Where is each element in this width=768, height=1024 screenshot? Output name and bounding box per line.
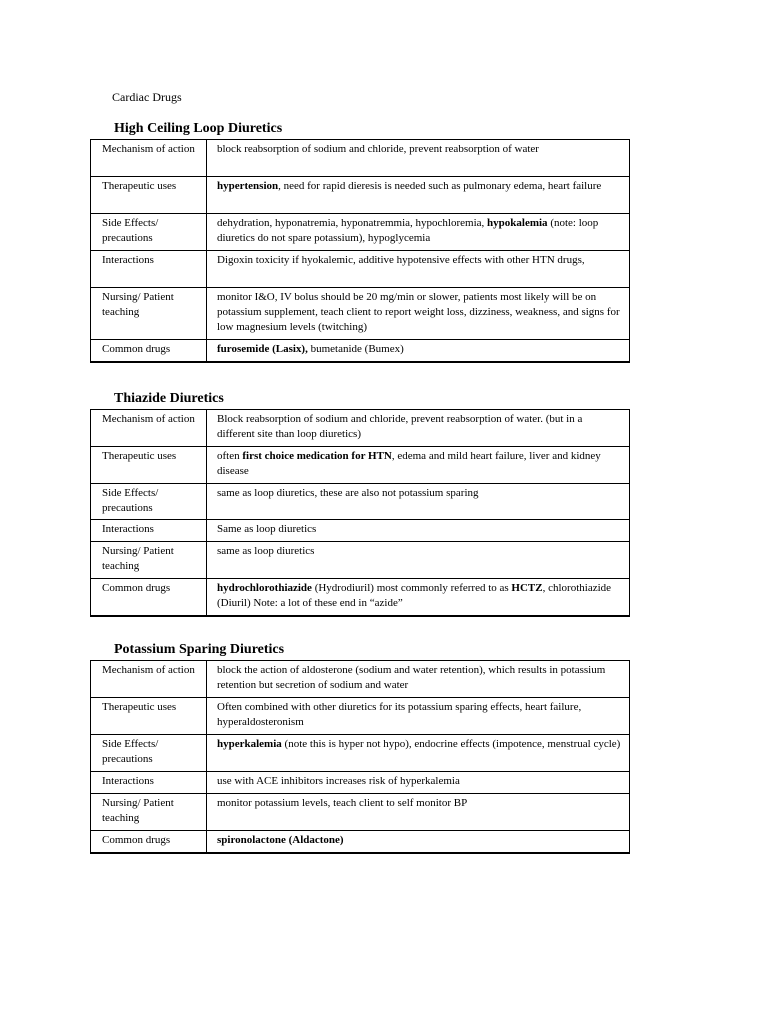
text-segment: Often combined with other diuretics for its potassium sparing effects, heart failure, hyperaldosteronism (217, 701, 582, 728)
section-thiazide-diuretics (90, 390, 630, 617)
text-segment: hypertension (217, 180, 279, 192)
text-segment: (Hydrodiuril) most commonly referred to as (311, 582, 512, 594)
text-segment: dehydration, hyponatremia, hyponatremmia, hypochloremia, (217, 217, 488, 229)
row-label: Side Effects/ precautions (91, 735, 207, 772)
table-row (91, 340, 630, 362)
text-segment: bumetanide (Bumex) (307, 343, 404, 355)
text-segment: hypokalemia (487, 217, 548, 229)
row-label: Interactions (91, 772, 207, 794)
row-value (207, 794, 630, 831)
row-value (207, 140, 630, 177)
text-segment: , edema and mild heart failure, liver and kidney disease (217, 450, 601, 477)
text-segment: hyperkalemia (217, 738, 282, 750)
row-label: Mechanism of action (91, 410, 207, 447)
table-row (91, 579, 630, 616)
text-segment: Same as loop diuretics (217, 523, 317, 535)
row-value (207, 177, 630, 214)
section-title: Thiazide Diuretics (114, 391, 224, 406)
row-value (207, 661, 630, 698)
table-row (91, 698, 630, 735)
text-segment: first choice medication for HTN (242, 450, 392, 462)
row-value (207, 447, 630, 484)
table-row (91, 410, 630, 447)
text-segment: , need for rapid dieresis is needed such as pulmonary edema, heart failure (278, 180, 602, 192)
table-row (91, 542, 630, 579)
row-value (207, 251, 630, 288)
row-label: Therapeutic uses (91, 447, 207, 484)
row-label: Nursing/ Patient teaching (91, 794, 207, 831)
text-segment: block the action of aldosterone (sodium and water retention), which results in potassium retention but secretion of sodium and water (217, 664, 606, 691)
text-segment: (note this is hyper not hypo), endocrine effects (impotence, menstrual cycle) (281, 738, 621, 750)
drug-table (90, 409, 630, 617)
section-title: Potassium Sparing Diuretics (114, 642, 285, 657)
row-label: Side Effects/ precautions (91, 214, 207, 251)
text-segment: use with ACE inhibitors increases risk of hyperkalemia (217, 775, 460, 787)
table-row (91, 214, 630, 251)
text-segment: Block reabsorption of sodium and chloride, prevent reabsorption of water. (but in a different site than loop diuretics) (217, 413, 583, 440)
table-row (91, 661, 630, 698)
drug-table (90, 660, 630, 854)
drug-table (90, 139, 630, 363)
text-segment: Digoxin toxicity if hyokalemic, additive hypotensive effects with other HTN drugs, (217, 254, 585, 266)
row-label: Common drugs (91, 579, 207, 616)
row-label: Mechanism of action (91, 140, 207, 177)
document-title: Cardiac Drugs (112, 90, 182, 104)
table-row (91, 520, 630, 542)
row-value (207, 214, 630, 251)
table-row (91, 288, 630, 340)
row-value (207, 288, 630, 340)
text-segment: , chlorothiazide (Diuril) Note: a lot of these end in “azide” (217, 582, 612, 609)
row-value (207, 579, 630, 616)
text-segment: (note: loop diuretics do not spare potassium), hypoglycemia (217, 217, 599, 244)
section-potassium-sparing-diuretics (90, 641, 630, 854)
row-label: Interactions (91, 251, 207, 288)
row-value (207, 484, 630, 520)
text-segment: hydrochlorothiazide (217, 582, 312, 594)
row-label: Common drugs (91, 831, 207, 853)
table-row (91, 735, 630, 772)
section-title: High Ceiling Loop Diuretics (114, 121, 283, 136)
table-row (91, 447, 630, 484)
text-segment: furosemide (Lasix), (217, 343, 308, 355)
text-segment: monitor potassium levels, teach client to self monitor BP (217, 797, 468, 809)
row-value (207, 542, 630, 579)
row-label: Nursing/ Patient teaching (91, 288, 207, 340)
row-value (207, 831, 630, 853)
text-segment: same as loop diuretics, these are also not potassium sparing (217, 487, 479, 499)
text-segment: spironolactone (Aldactone) (217, 834, 344, 846)
row-label: Nursing/ Patient teaching (91, 542, 207, 579)
text-segment: block reabsorption of sodium and chloride, prevent reabsorption of water (217, 143, 539, 155)
text-segment: same as loop diuretics (217, 545, 315, 557)
row-label: Therapeutic uses (91, 698, 207, 735)
text-segment: monitor I&O, IV bolus should be 20 mg/min or slower, patients most likely will be on potassium supplement, teach client to report weight loss, dizziness, weakness, and signs for low magnesium levels (twitching) (217, 291, 620, 333)
row-label: Therapeutic uses (91, 177, 207, 214)
row-label: Side Effects/ precautions (91, 484, 207, 520)
table-row (91, 140, 630, 177)
row-value (207, 772, 630, 794)
text-segment: often (217, 450, 243, 462)
row-label: Common drugs (91, 340, 207, 362)
table-row (91, 772, 630, 794)
row-label: Interactions (91, 520, 207, 542)
row-value (207, 698, 630, 735)
table-row (91, 484, 630, 520)
table-row (91, 831, 630, 853)
text-segment: HCTZ (511, 582, 543, 594)
section-loop-diuretics (90, 120, 630, 363)
row-value (207, 340, 630, 362)
table-row (91, 794, 630, 831)
row-value (207, 410, 630, 447)
row-value (207, 520, 630, 542)
table-row (91, 251, 630, 288)
row-label: Mechanism of action (91, 661, 207, 698)
row-value (207, 735, 630, 772)
table-row (91, 177, 630, 214)
